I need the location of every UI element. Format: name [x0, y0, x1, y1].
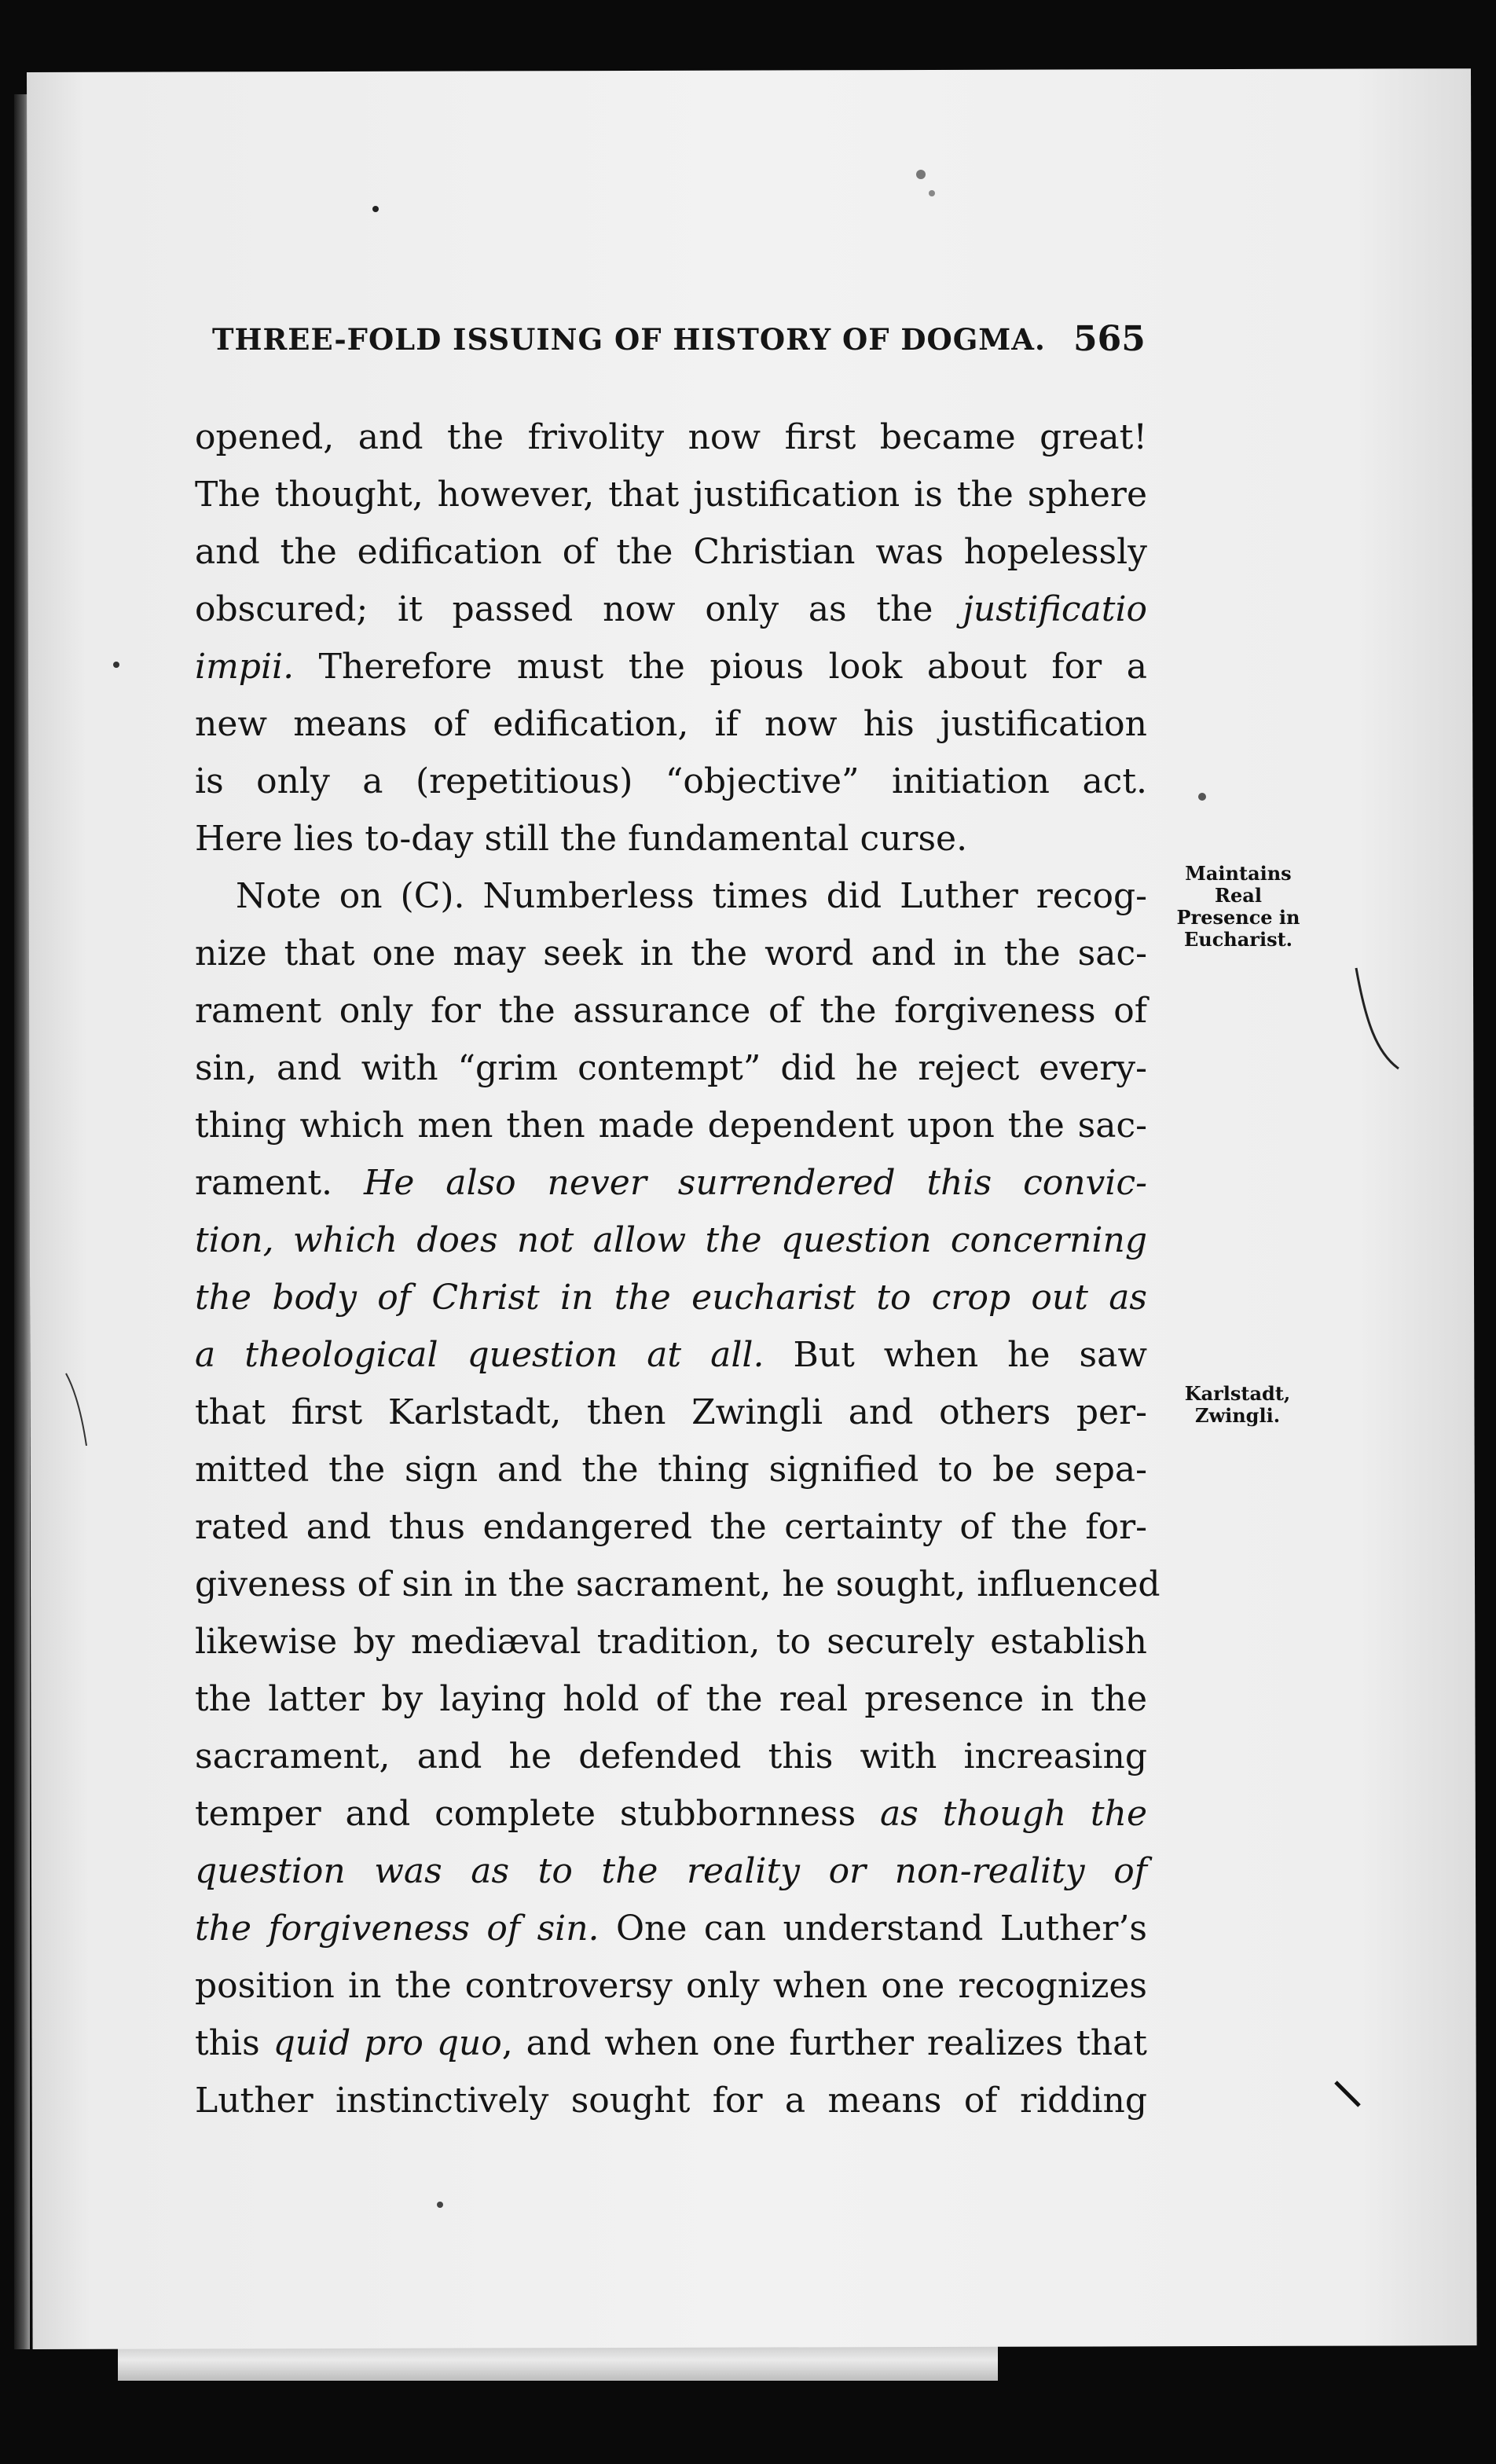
text-segment: sin, and with “grim contempt” did he reject every-: [195, 1048, 1147, 1088]
text-line: [195, 1441, 1147, 1498]
margin-note-line: Zwingli.: [1194, 1404, 1281, 1427]
text-line: [195, 1957, 1147, 2015]
italic-text: quid pro quo: [273, 2023, 502, 2063]
text-line: [195, 1556, 1160, 1613]
margin-note-line: Maintains: [1185, 862, 1292, 885]
text-line: [195, 1728, 1147, 1785]
text-segment: nize that one may seek in the word and in the sac-: [195, 933, 1147, 974]
text-segment: temper and complete stubbornness: [195, 1794, 881, 1834]
margin-note-karlstadt: [1163, 1383, 1312, 1427]
text-segment: obscured; it passed now only as the: [195, 589, 963, 629]
text-line: [195, 2072, 1147, 2129]
text-line: [195, 925, 1147, 982]
text-line: [195, 1613, 1147, 1670]
italic-text: the forgiveness of sin.: [195, 1908, 600, 1949]
text-segment: But when he saw: [764, 1335, 1147, 1375]
margin-note-line: Eucharist.: [1183, 928, 1293, 951]
text-segment: is only a (repetitious) “objective” initiation act.: [195, 761, 1147, 801]
text-segment: The thought, however, that justification is the sphere: [195, 475, 1147, 515]
text-line: [195, 523, 1147, 581]
text-segment: that first Karlstadt, then Zwingli and others per-: [195, 1392, 1147, 1432]
text-line: [195, 466, 1147, 523]
text-line: [195, 1842, 1147, 1900]
text-segment: opened, and the frivolity now first became great!: [195, 417, 1147, 457]
text-line: [195, 1900, 1147, 1957]
italic-text: the body of Christ in the eucharist to crop out as: [195, 1278, 1147, 1318]
text-segment: new means of edification, if now his justification: [195, 704, 1147, 744]
margin-note-line: Real: [1215, 884, 1262, 907]
italic-text: He also never surrendered this convic-: [363, 1163, 1147, 1203]
text-line: [195, 1097, 1147, 1154]
text-line: [195, 1212, 1147, 1269]
text-line: [195, 1154, 1147, 1212]
text-segment: mitted the sign and the thing signified to be sepa-: [195, 1450, 1147, 1490]
text-line: [195, 638, 1147, 695]
text-segment: rated and thus endangered the certainty of the for-: [195, 1507, 1147, 1547]
text-segment: rament.: [195, 1163, 364, 1203]
text-line: [195, 2015, 1147, 2072]
text-segment: and the edification of the Christian was hopelessly: [195, 532, 1147, 572]
text-line: [195, 1269, 1147, 1326]
page-bottom-edge: [118, 2346, 998, 2381]
text-line: [195, 695, 1147, 753]
text-segment: thing which men then made dependent upon the sac-: [195, 1106, 1147, 1146]
text-segment: giveness of sin in the sacrament, he sought, influenced: [195, 1564, 1160, 1604]
text-segment: Here lies to-day still the fundamental curse.: [195, 819, 968, 859]
text-line: [195, 810, 1147, 867]
text-line: [195, 1785, 1147, 1842]
text-segment: One can understand Luther’s: [599, 1908, 1148, 1949]
margin-note-line: Presence in: [1176, 906, 1300, 929]
text-line: [195, 1384, 1147, 1441]
text-line: [195, 982, 1147, 1040]
text-segment: sacrament, and he defended this with increasing: [195, 1736, 1147, 1776]
page-number: 565: [1073, 319, 1146, 359]
text-segment: Therefore must the pious look about for a: [294, 647, 1147, 687]
text-segment: rament only for the assurance of the forgiveness of: [195, 991, 1147, 1031]
text-segment: the latter by laying hold of the real presence in the: [195, 1679, 1147, 1719]
italic-text: question was as to the reality or non-reality of: [195, 1851, 1147, 1891]
text-segment: this: [195, 2023, 273, 2063]
margin-note-real-presence: [1160, 863, 1317, 951]
italic-text: tion, which does not allow the question concerning: [195, 1220, 1147, 1260]
text-line: [195, 867, 1147, 925]
text-segment: Note on (C). Numberless times did Luther recog-: [236, 876, 1147, 916]
running-head: THREE-FOLD ISSUING OF HISTORY OF DOGMA.: [212, 322, 1046, 357]
body-text: [195, 409, 1160, 2129]
italic-text: justificatio: [962, 589, 1147, 629]
text-line: [195, 1498, 1147, 1556]
text-segment: position in the controversy only when one recognizes: [195, 1966, 1147, 2006]
italic-text: a theological question at all.: [195, 1335, 764, 1375]
text-line: [195, 1326, 1147, 1384]
text-line: [195, 1670, 1147, 1728]
text-segment: Luther instinctively sought for a means of ridding: [195, 2081, 1147, 2121]
italic-text: as though the: [880, 1794, 1147, 1834]
text-line: [195, 409, 1147, 466]
text-segment: likewise by mediæval tradition, to securely establish: [195, 1622, 1147, 1662]
margin-note-line: Karlstadt,: [1184, 1382, 1291, 1405]
text-line: [195, 1040, 1147, 1097]
text-segment: , and when one further realizes that: [501, 2023, 1147, 2063]
text-line: [195, 581, 1147, 638]
text-line: [195, 753, 1147, 810]
italic-text: impii.: [195, 647, 295, 687]
